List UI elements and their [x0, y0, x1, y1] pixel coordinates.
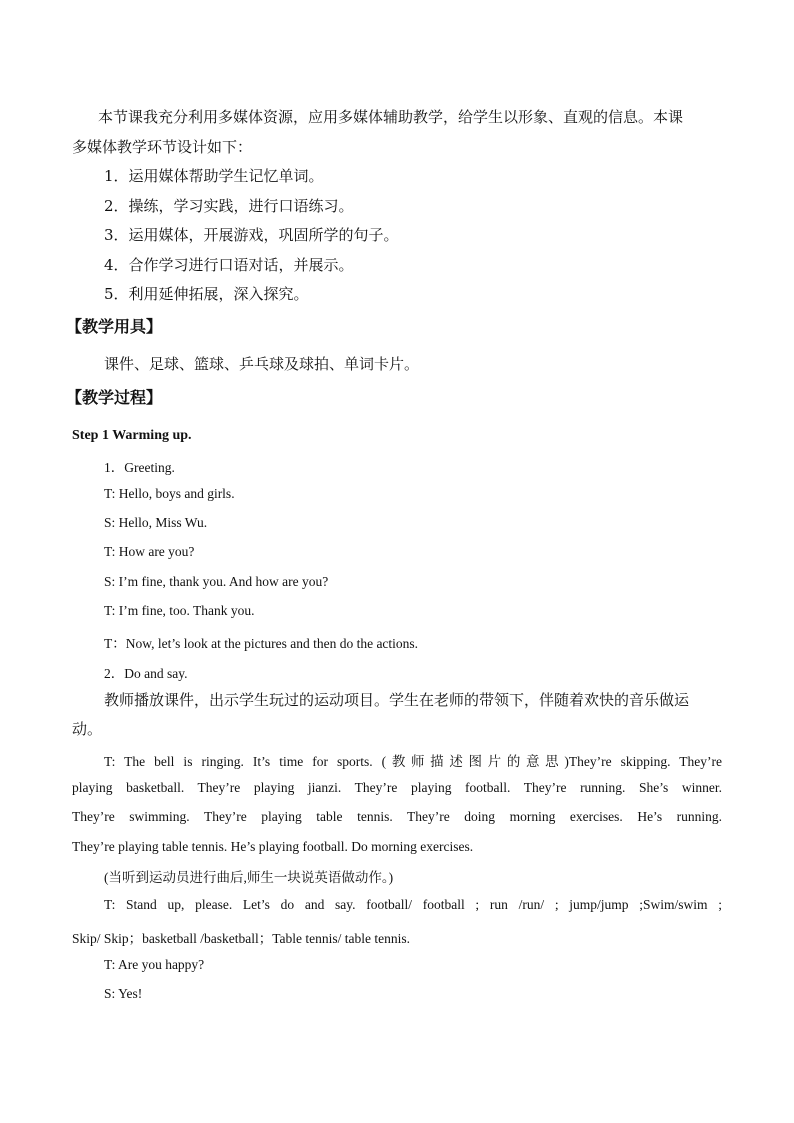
happy-question: T: Are you happy?: [104, 957, 205, 972]
dialogue-line-3: T: How are you?: [104, 544, 195, 559]
standup-line-2: Skip/ Skip；basketball /basketball；Table tennis/ table tennis.: [72, 931, 411, 946]
do-and-say-title: 2．Do and say.: [104, 666, 188, 681]
tools-heading: 【教学用具】: [66, 317, 163, 336]
teacher-line-2: 动。: [72, 720, 103, 738]
intro-line-2: 多媒体教学环节设计如下：: [72, 138, 253, 156]
happy-answer: S: Yes!: [104, 986, 143, 1001]
sports-para-line-3: They’re swimming. They’re playing table tennis. They’re doing morning exercises. He’s running.: [72, 809, 722, 824]
standup-line-1: T: Stand up, please. Let’s do and say. football/ football ; run /run/ ; jump/jump ;Swim/swim ;: [104, 897, 722, 912]
dialogue-line-1: T: Hello, boys and girls.: [104, 486, 235, 501]
intro-item-3: 3．运用媒体，开展游戏，巩固所学的句子。: [104, 226, 399, 244]
dialogue-line-2: S: Hello, Miss Wu.: [104, 515, 208, 530]
greeting-title: 1．Greeting.: [104, 460, 175, 475]
dialogue-line-6: T：Now, let’s look at the pictures and then do the actions.: [104, 636, 419, 651]
dialogue-line-4: S: I’m fine, thank you. And how are you?: [104, 574, 329, 589]
intro-item-1: 1．运用媒体帮助学生记忆单词。: [104, 167, 324, 185]
intro-line-1: 本节课我充分利用多媒体资源，应用多媒体辅助教学，给学生以形象、直观的信息。本课: [98, 108, 684, 126]
process-heading: 【教学过程】: [66, 388, 163, 407]
intro-item-4: 4．合作学习进行口语对话，并展示。: [104, 256, 354, 274]
step-1-title: Step 1 Warming up.: [72, 428, 192, 443]
teacher-line-1: 教师播放课件，出示学生玩过的运动项目。学生在老师的带领下，伴随着欢快的音乐做运: [104, 691, 690, 709]
intro-item-5: 5．利用延伸拓展，深入探究。: [104, 285, 309, 303]
intro-item-2: 2．操练，学习实践，进行口语练习。: [104, 197, 354, 215]
dialogue-line-5: T: I’m fine, too. Thank you.: [104, 603, 255, 618]
sports-para-line-1: T: The bell is ringing. It’s time for sports. (教师描述图片的意思)They’re skipping. They’re: [104, 754, 722, 769]
tools-text: 课件、足球、篮球、乒乓球及球拍、单词卡片。: [104, 355, 420, 373]
sports-para-line-4: They’re playing table tennis. He’s playing football. Do morning exercises.: [72, 839, 474, 854]
sports-para-line-2: playing basketball. They’re playing jianzi. They’re playing football. They’re running. She’s winner.: [72, 780, 722, 795]
note-line: (当听到运动员进行曲后,师生一块说英语做动作。): [104, 870, 394, 885]
